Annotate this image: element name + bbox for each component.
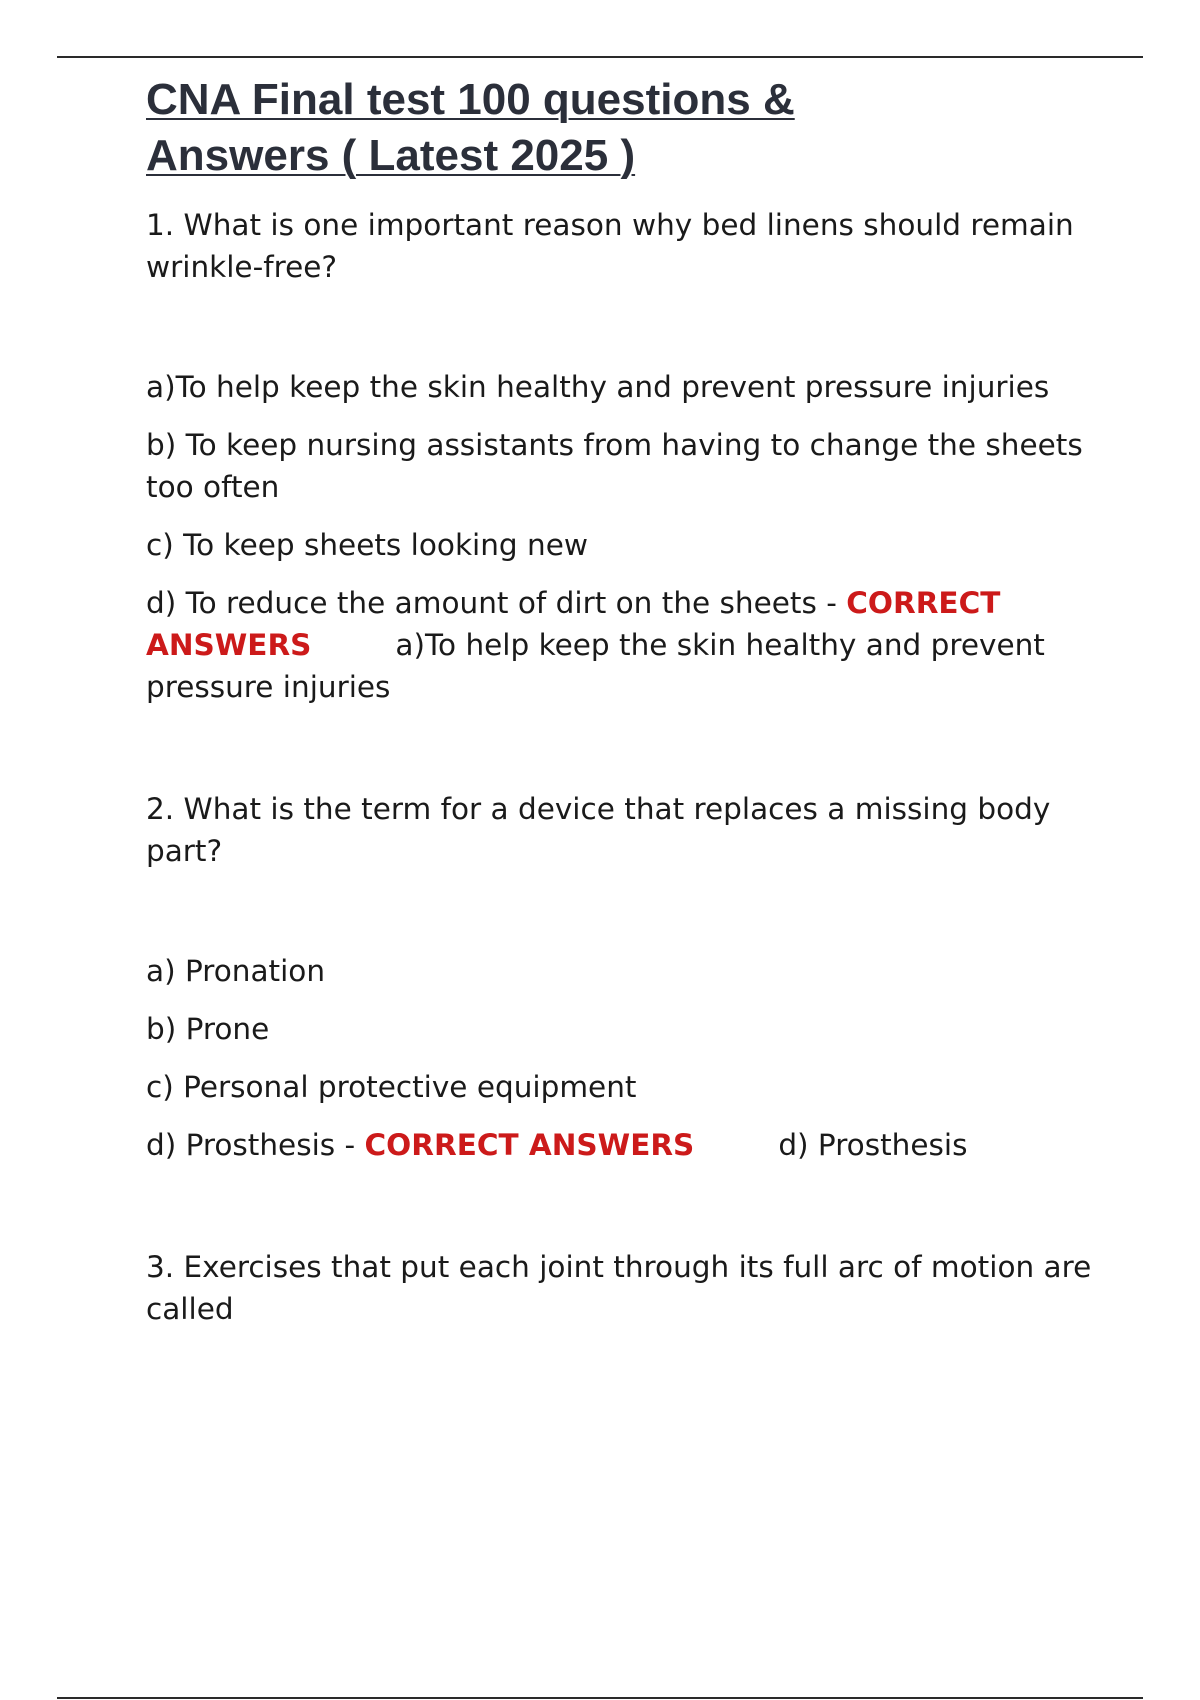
correct-answers-label: CORRECT ANSWERS <box>364 1128 695 1162</box>
question-1-option-a: a)To help keep the skin healthy and prevent pressure injuries <box>146 370 1050 404</box>
question-3: 3. Exercises that put each joint through its full arc of motion are called <box>146 1250 1092 1326</box>
title-line-1: CNA Final test 100 questions & <box>146 75 795 124</box>
title-line-2: Answers ( Latest 2025 ) <box>146 131 636 180</box>
question-2-option-d <box>146 1124 1106 1166</box>
document-body <box>146 72 1106 1330</box>
question-1-option-b: b) To keep nursing assistants from having to change the sheets too often <box>146 428 1083 504</box>
bottom-rule <box>57 1697 1143 1699</box>
question-2-answer: d) Prosthesis <box>778 1128 968 1162</box>
question-1: 1. What is one important reason why bed linens should remain wrinkle-free? <box>146 208 1074 284</box>
question-2-option-b: b) Prone <box>146 1012 270 1046</box>
page-title <box>146 72 1106 184</box>
question-1-option-d <box>146 582 1106 708</box>
top-rule <box>57 56 1143 58</box>
question-2-option-a: a) Pronation <box>146 954 326 988</box>
question-2: 2. What is the term for a device that replaces a missing body part? <box>146 792 1051 868</box>
question-2-option-c: c) Personal protective equipment <box>146 1070 637 1104</box>
question-1-option-c: c) To keep sheets looking new <box>146 528 588 562</box>
question-1-answer: a)To help keep the skin healthy and prevent pressure injuries <box>146 628 1045 704</box>
question-1-option-d-text: d) To reduce the amount of dirt on the sheets - <box>146 586 847 620</box>
question-2-option-d-text: d) Prosthesis - <box>146 1128 365 1162</box>
correct-answers-label: CORRECT ANSWERS <box>146 586 1001 662</box>
